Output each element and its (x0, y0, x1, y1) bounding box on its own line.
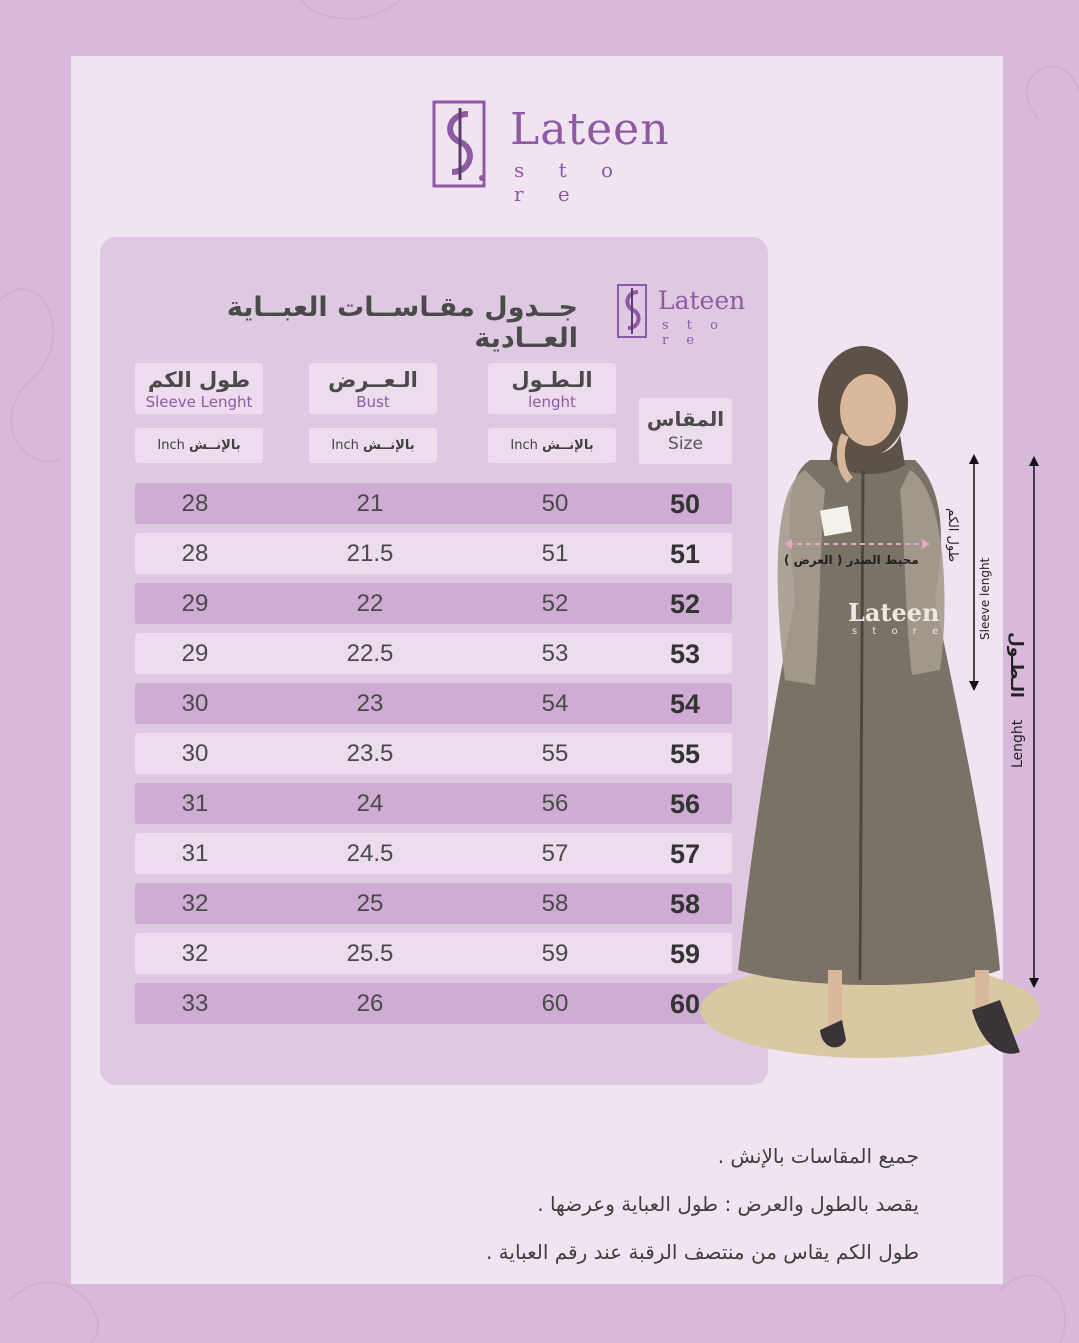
unit-ar: بالإنــش (542, 438, 594, 453)
header-length-ar: الـطـول (511, 368, 593, 392)
unit-ar: بالإنــش (363, 438, 415, 453)
cell-length: 57 (541, 840, 569, 867)
table-row (135, 933, 732, 974)
figure-watermark: Lateen (848, 598, 940, 627)
cell-bust: 24 (356, 790, 384, 817)
cell-sleeve: 29 (181, 590, 209, 617)
cell-bust: 21 (356, 490, 384, 517)
cell-bust: 23.5 (346, 740, 394, 767)
abaya-shape (738, 460, 1000, 985)
unit-bust (309, 428, 437, 463)
table-row (135, 533, 732, 574)
header-sleeve-en: Sleeve Lenght (145, 393, 253, 411)
cell-size: 57 (669, 839, 701, 869)
header-bust-en: Bust (356, 393, 390, 411)
cell-sleeve: 32 (181, 890, 209, 917)
figure-watermark-sub: s t o r e (852, 626, 945, 637)
unit-en: Inch (510, 438, 538, 453)
cell-sleeve: 28 (181, 490, 209, 517)
bust-measure-label: محيط الصدر ( العرض ) (784, 553, 919, 567)
header-length-en: lenght (528, 393, 576, 411)
cell-length: 51 (541, 540, 569, 567)
cell-sleeve: 31 (181, 840, 209, 867)
brand-tagline: s t o r e (514, 158, 628, 206)
cell-length: 52 (541, 590, 569, 617)
panel-brand-name: Lateen (658, 286, 746, 315)
unit-en: Inch (157, 438, 185, 453)
unit-length (488, 428, 616, 463)
cell-length: 60 (541, 990, 569, 1017)
panel-brand-tagline: s t o r e (662, 318, 725, 348)
header-length (488, 363, 616, 414)
cell-size: 55 (669, 739, 701, 769)
cell-bust: 25.5 (346, 940, 394, 967)
unit-ar: بالإنــش (189, 438, 241, 453)
brand-monogram-icon (616, 284, 648, 338)
header-bust-ar: الـعــرض (328, 368, 418, 392)
cell-length: 54 (541, 690, 569, 717)
unit-en: Inch (331, 438, 359, 453)
cell-bust: 21.5 (346, 540, 394, 567)
length-measure-label-en: Lenght (1010, 719, 1026, 768)
brand-logo (430, 100, 670, 206)
cell-bust: 25 (356, 890, 384, 917)
cell-length: 55 (541, 740, 569, 767)
cell-bust: 23 (356, 690, 384, 717)
size-notes (299, 1132, 919, 1276)
unit-sleeve (135, 428, 263, 463)
header-sleeve (135, 363, 263, 414)
header-size-en: Size (668, 434, 703, 454)
table-row (135, 833, 732, 874)
table-row (135, 483, 732, 524)
note-line: طول الكم يقاس من منتصف الرقبة عند رقم العباية . (485, 1240, 919, 1264)
cell-sleeve: 29 (181, 640, 209, 667)
cell-size: 56 (669, 789, 701, 819)
length-measure-label-ar: الـطـول (1006, 632, 1026, 698)
cell-sleeve: 30 (181, 690, 209, 717)
abaya-model-illustration (700, 340, 1040, 1100)
table-row (135, 883, 732, 924)
sleeve-measure-label-en: Sleeve lenght (978, 557, 992, 640)
cell-size: 59 (669, 939, 701, 969)
panel-logo (616, 284, 746, 348)
cell-bust: 22.5 (346, 640, 394, 667)
cell-length: 56 (541, 790, 569, 817)
cell-size: 52 (669, 589, 701, 619)
cell-bust: 26 (356, 990, 384, 1017)
table-row (135, 633, 732, 674)
cell-size: 58 (669, 889, 701, 919)
cell-sleeve: 31 (181, 790, 209, 817)
sleeve-measure-label-ar: طول الكم (945, 508, 960, 563)
table-row (135, 583, 732, 624)
header-bust (309, 363, 437, 414)
brand-monogram-icon (430, 100, 488, 188)
cell-sleeve: 30 (181, 740, 209, 767)
cell-length: 58 (541, 890, 569, 917)
header-size-ar: المقاس (646, 407, 725, 431)
cell-length: 59 (541, 940, 569, 967)
note-line: جميع المقاسات بالإنش . (717, 1144, 919, 1168)
note-line: يقصد بالطول والعرض : طول العباية وعرضها . (537, 1192, 919, 1216)
cell-size: 50 (669, 489, 701, 519)
cell-size: 51 (669, 539, 701, 569)
cell-size: 53 (669, 639, 701, 669)
table-row (135, 783, 732, 824)
cell-length: 50 (541, 490, 569, 517)
cell-sleeve: 33 (181, 990, 209, 1017)
header-sleeve-ar: طول الكم (147, 368, 251, 392)
cell-sleeve: 32 (181, 940, 209, 967)
cell-length: 53 (541, 640, 569, 667)
brand-name: Lateen (510, 104, 670, 155)
cell-bust: 22 (356, 590, 384, 617)
cell-size: 54 (669, 689, 701, 719)
table-title: جــدول مقـاســات العبــاية العــادية (226, 292, 578, 354)
table-row (135, 983, 732, 1024)
table-row (135, 733, 732, 774)
table-row (135, 683, 732, 724)
cell-sleeve: 28 (181, 540, 209, 567)
cell-bust: 24.5 (346, 840, 394, 867)
cell-size: 60 (669, 989, 701, 1019)
